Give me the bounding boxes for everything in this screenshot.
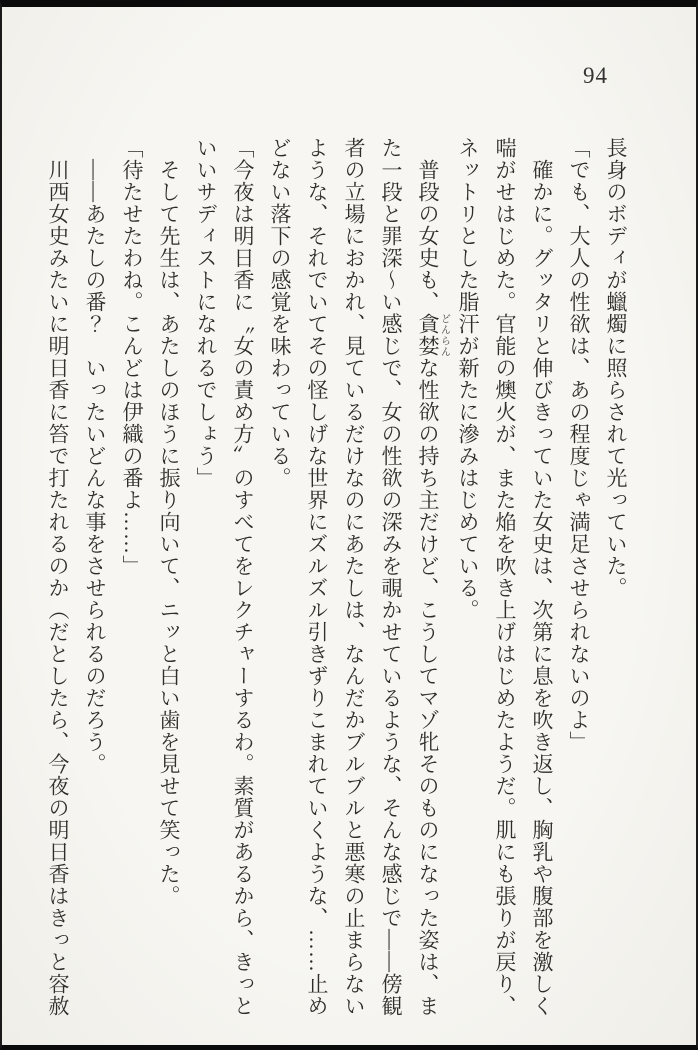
paragraph: ——あたしの番？ いったいどんな事をさせられるのだろう。	[83, 159, 107, 775]
paragraph: 普段の女史も、貪婪どんらんな性欲の持ち主だけど、こうしてマゾ牝そのものになった姿は、また一段と罪深〜い感じで、女の性欲の深みを覗かせているような、そんな感じで——傍観者の立場におかれ、見ているだけなのにあたしは、なんだかブルブルと悪寒の止まらないような、それでいてその怪しげな世界にズルズル引きずりこまれていくような、……止めどない落下の感覚を味わっている。	[268, 137, 450, 1017]
text-block	[39, 137, 634, 1017]
paragraph: 「でも、大人の性欲は、あの程度じゃ満足させられないのよ」	[567, 137, 591, 753]
paragraph: 確かに。グッタリと伸びきっていた女史は、次第に息を吹き返し、胸乳や腹部を激しく喘がせはじめた。官能の燠火が、また焔を吹き上げはじめたようだ。肌にも張りが戻り、ネットリとした脂汗が新たに滲みはじめている。	[456, 137, 554, 1017]
paragraph: 長身のボディが蠟燭に照らされて光っていた。	[604, 137, 628, 599]
page-number: 94	[583, 63, 608, 88]
paragraph: そして先生は、あたしのほうに振り向いて、ニッと白い歯を見せて笑った。	[157, 159, 181, 907]
ruby-annotated-word: 貪婪どんらん	[416, 313, 450, 357]
paragraph: 川西女史みたいに明日香に笞で打たれるのか（だとしたら、今夜の明日香はきっと容赦	[46, 159, 70, 1017]
paragraph: 「待たせたわね。こんどは伊織の番よ……」	[120, 137, 144, 577]
paragraph: 「今夜は明日香に〝女の責め方〟のすべてをレクチャーするわ。素質があるから、きっといいサディストになれるでしょう」	[194, 137, 255, 1017]
